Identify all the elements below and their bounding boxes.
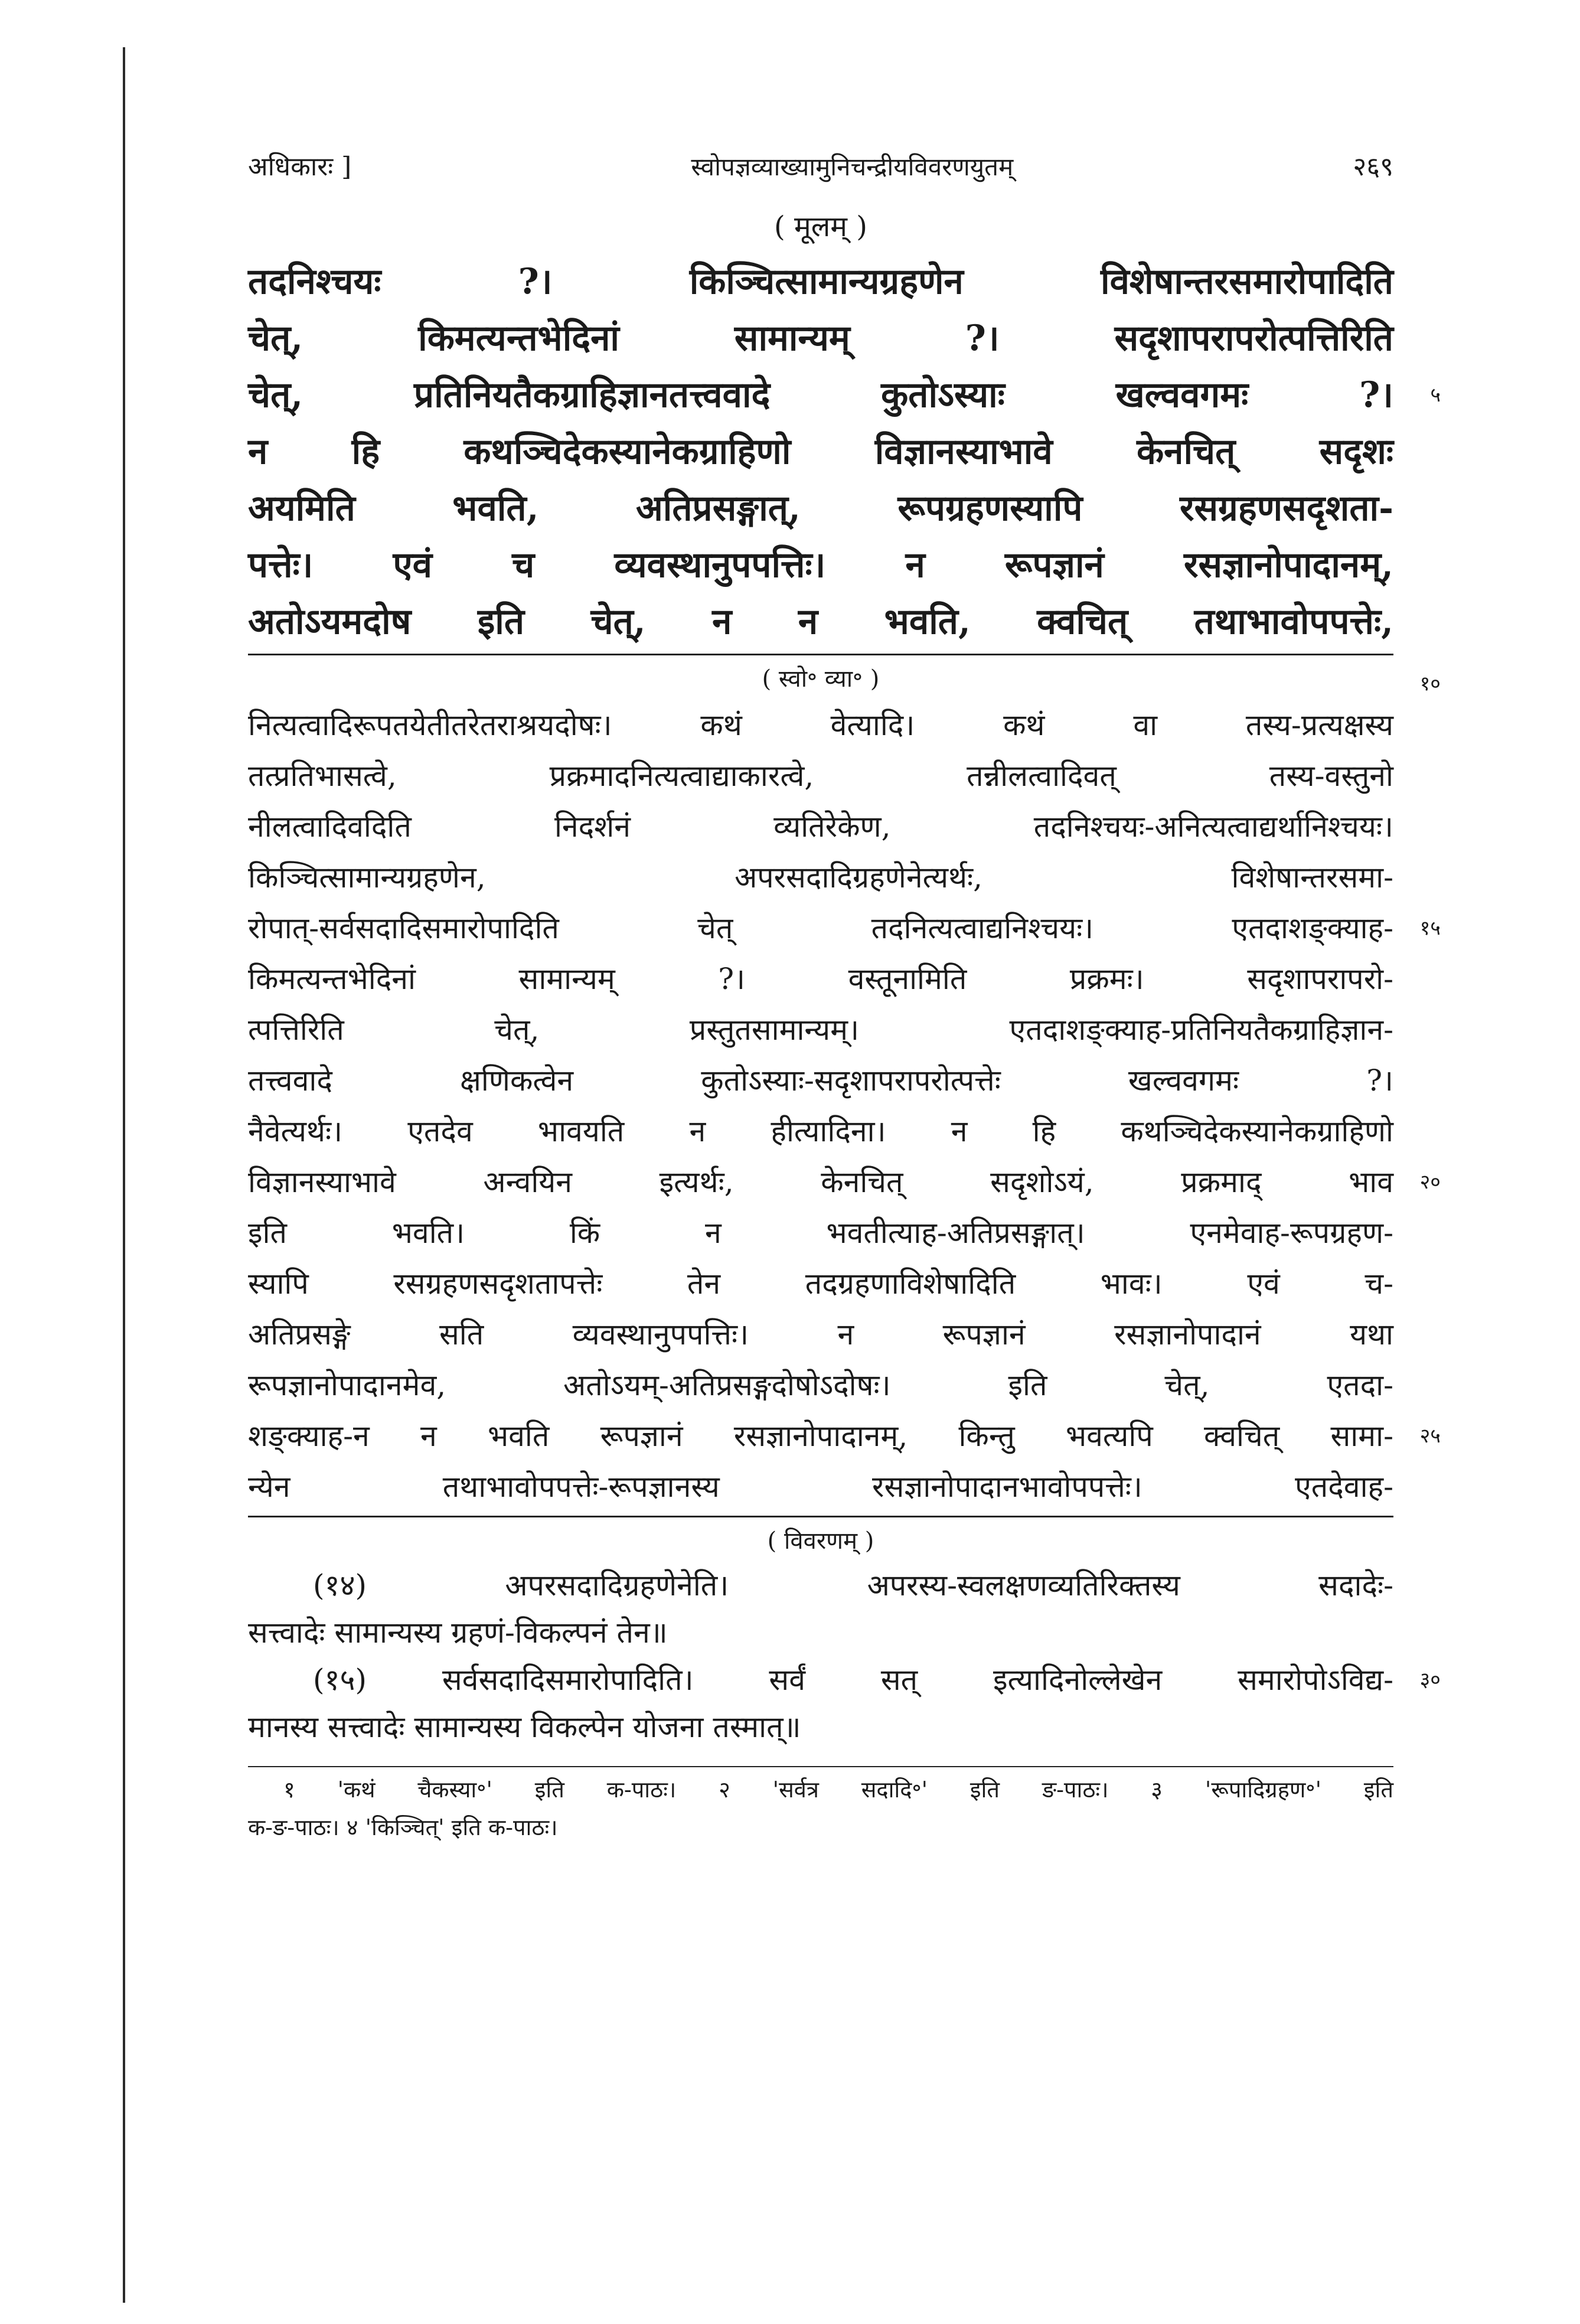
vivaranam-heading: ( विवरणम् ) [767,1527,874,1555]
mulam-line: न हि कथञ्चिदेकस्यानेकग्राहिणो विज्ञानस्याभावे केनचित् सदृशः [248,431,1393,472]
commentary-line: किञ्चित्सामान्यग्रहणेन, अपरसदादिग्रहणेनेत्यर्थः, विशेषान्तरसमा- [248,860,1393,895]
mulam-line: पत्तेः। एवं च व्यवस्थानुपपत्तिः। न रूपज्ञानं रसज्ञानोपादानम्, [248,544,1393,586]
commentary-line: रूपज्ञानोपादानमेव, अतोऽयम्-अतिप्रसङ्गदोषोऽदोषः। इति चेत्, एतदा- [248,1368,1393,1402]
commentary-line: स्यापि रसग्रहणसदृशतापत्तेः तेन तदग्रहणाविशेषादिति भावः। एवं च- [248,1267,1393,1301]
mulam-line: चेत्, प्रतिनियतैकग्राहिज्ञानतत्त्ववादे कुतोऽस्याः खल्ववगमः ?। ५ [248,367,1393,423]
vivaranam-line: (१४) अपरसदादिग्रहणेनेति। अपरस्य-स्वलक्षणव्यतिरिक्तस्य सदादेः- [313,1568,1393,1602]
line-number: १५ [1419,916,1441,940]
commentary-line: अतिप्रसङ्गे सति व्यवस्थानुपपत्तिः। न रूपज्ञानं रसज्ञानोपादानं यथा [248,1317,1393,1352]
vivaranam-text [248,1562,1441,1751]
line-number: २० [1419,1170,1441,1194]
header-left: अधिकारः ] [248,152,352,182]
mulam-text [248,253,1441,650]
line-number: ५ [1430,383,1441,407]
commentary-line: नैवेत्यर्थः। एतदेव भावयति न हीत्यादिना। न हि कथञ्चिदेकस्यानेकग्राहिणो [248,1114,1393,1148]
mulam-heading: ( मूलम् ) [774,210,867,243]
mulam-line: अतोऽयमदोष इति चेत्, न न भवति, क्वचित् तथाभावोपपत्तेः, [248,601,1393,642]
vivaranam-line: सत्त्वादेः सामान्यस्य ग्रहणं-विकल्पनं तेन॥ [248,1615,668,1650]
mulam-line: चेत्, किमत्यन्तभेदिनां सामान्यम् ?। सदृशापरापरोत्पत्तिरिति [248,318,1393,359]
commentary-line: विज्ञानस्याभावे अन्वयिन इत्यर्थः, केनचित् सदृशोऽयं, प्रक्रमाद् भाव २० [248,1157,1393,1207]
footnotes [248,1771,1393,1846]
commentary-line: रोपात्-सर्वसदादिसमारोपादिति चेत् तदनित्यत्वाद्यनिश्चयः। एतदाशङ्क्याह- १५ [248,903,1393,954]
commentary-line: न्येन तथाभावोपपत्तेः-रूपज्ञानस्य रसज्ञानोपादानभावोपपत्तेः। एतदेवाह- [248,1470,1393,1504]
commentary-line: किमत्यन्तभेदिनां सामान्यम् ?। वस्तूनामिति प्रक्रमः। सदृशापरापरो- [248,962,1393,996]
vivaranam-line: मानस्य सत्त्वादेः सामान्यस्य विकल्पेन योजना तस्मात्॥ [248,1710,801,1744]
left-margin-line [123,47,125,2303]
line-number: ३० [1419,1668,1441,1692]
page [248,148,1441,1846]
commentary-line: नित्यत्वादिरूपतयेतीतरेतराश्रयदोषः। कथं वेत्यादि। कथं वा तस्य-प्रत्यक्षस्य १० [248,700,1393,750]
commentary-line: तत्त्ववादे क्षणिकत्वेन कुतोऽस्याः-सदृशापरापरोत्पत्तेः खल्ववगमः ?। [248,1063,1393,1098]
header-title: स्वोपज्ञव्याख्यामुनिचन्द्रीयविवरणयुतम् [691,152,1014,181]
mulam-line: तदनिश्चयः ?। किञ्चित्सामान्यग्रहणेन विशेषान्तरसमारोपादिति [248,261,1393,302]
commentary-line: नीलत्वादिवदिति निदर्शनं व्यतिरेकेण, तदनिश्चयः-अनित्यत्वाद्यर्थानिश्चयः। [248,810,1393,844]
commentary-line: शङ्क्याह-न न भवति रूपज्ञानं रसज्ञानोपादानम्, किन्तु भवत्यपि क्वचित् सामा- २५ [248,1411,1393,1461]
section-divider [248,1516,1393,1517]
mulam-line: अयमिति भवति, अतिप्रसङ्गात्, रूपग्रहणस्यापि रसग्रहणसदृशता- [248,488,1393,529]
section-divider [248,654,1393,655]
footnote-line: १ 'कथं चैकस्या॰' इति क-पाठः। २ 'सर्वत्र सदादि॰' इति ङ-पाठः। ३ 'रूपादिग्रहण॰' इति [283,1777,1393,1803]
svo-vyakhya-heading: ( स्वो॰ व्या॰ ) [762,665,880,693]
running-header [248,148,1393,201]
commentary-line: इति भवति। किं न भवतीत्याह-अतिप्रसङ्गात्। एनमेवाह-रूपग्रहण- [248,1216,1393,1250]
page-number: २६९ [1353,152,1393,182]
commentary-line: तत्प्रतिभासत्वे, प्रक्रमादनित्यत्वाद्याकारत्वे, तन्नीलत्वादिवत् तस्य-वस्तुनो [248,759,1393,793]
line-number: १० [1419,672,1441,696]
vivaranam-line: (१५) सर्वसदादिसमारोपादिति। सर्वं सत् इत्यादिनोल्लेखेन समारोपोऽविद्य- ३० [248,1656,1393,1703]
footnote-line: क-ङ-पाठः। ४ 'किञ्चित्' इति क-पाठः। [248,1814,558,1840]
footnote-divider [248,1766,1393,1767]
line-number: २५ [1419,1424,1441,1448]
commentary-line: त्पत्तिरिति चेत्, प्रस्तुतसामान्यम्। एतदाशङ्क्याह-प्रतिनियतैकग्राहिज्ञान- [248,1013,1393,1047]
